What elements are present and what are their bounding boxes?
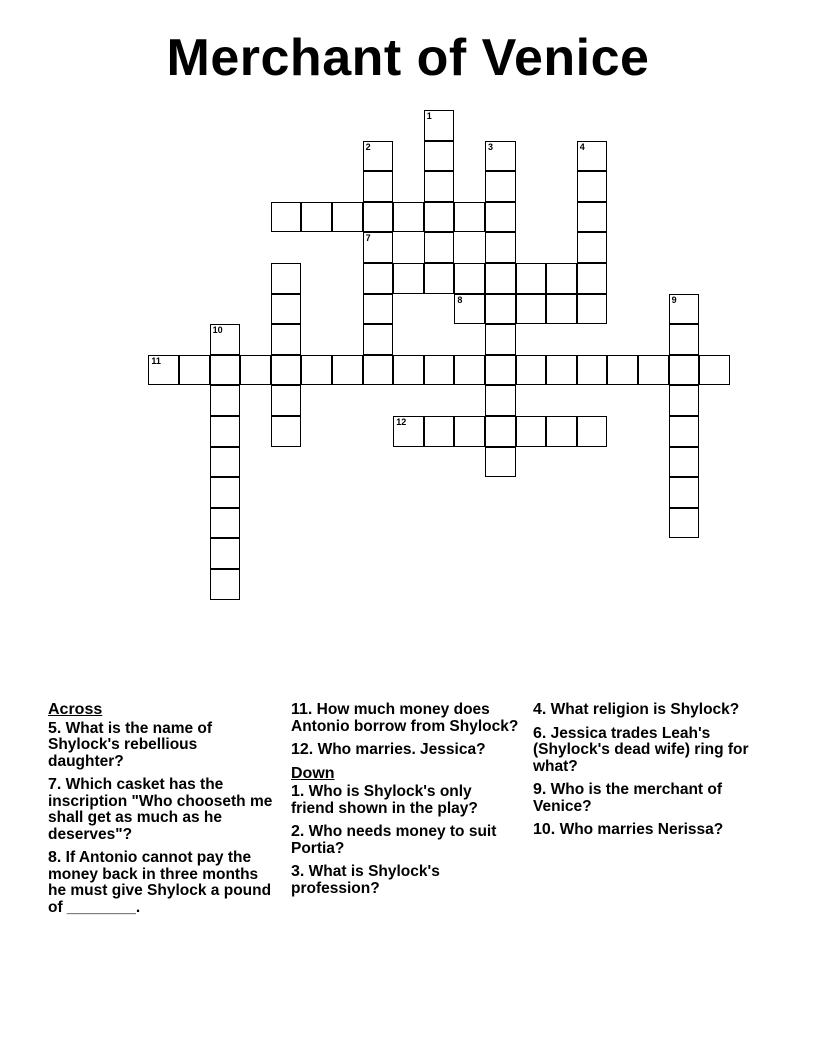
- grid-cell[interactable]: [210, 477, 241, 508]
- grid-cell[interactable]: [577, 416, 608, 447]
- clue-text: Which casket has the inscription "Who chooseth me shall get as much as he deserves"?: [48, 776, 273, 843]
- grid-cell[interactable]: [669, 385, 700, 416]
- grid-cell[interactable]: [577, 141, 608, 172]
- clue-number: 9.: [533, 781, 547, 798]
- clues-column-2: [291, 702, 519, 904]
- grid-cell[interactable]: [363, 324, 394, 355]
- grid-cell[interactable]: [577, 171, 608, 202]
- grid-cell[interactable]: [393, 263, 424, 294]
- grid-cell[interactable]: [485, 447, 516, 478]
- grid-cell[interactable]: [577, 202, 608, 233]
- clue-text: Who marries Nerissa?: [559, 821, 724, 838]
- grid-cell[interactable]: [516, 294, 547, 325]
- grid-cell[interactable]: [546, 416, 577, 447]
- grid-cell[interactable]: [454, 355, 485, 386]
- grid-cell[interactable]: [271, 263, 302, 294]
- clue-number: 6.: [533, 724, 547, 742]
- grid-cell[interactable]: [363, 171, 394, 202]
- grid-cell[interactable]: [669, 477, 700, 508]
- clue-number: 1.: [291, 783, 305, 800]
- clue-number-label: 1: [426, 111, 432, 121]
- grid-cell[interactable]: [485, 232, 516, 263]
- clue-down-10: [533, 822, 761, 839]
- grid-cell[interactable]: [393, 355, 424, 386]
- grid-cell[interactable]: [424, 141, 455, 172]
- grid-cell[interactable]: [669, 294, 700, 325]
- clue-across-5: [48, 721, 276, 771]
- grid-cell[interactable]: [271, 385, 302, 416]
- grid-cell[interactable]: [301, 355, 332, 386]
- grid-cell[interactable]: [577, 355, 608, 386]
- clue-number-label: 9: [671, 294, 677, 305]
- grid-cell[interactable]: [363, 141, 394, 172]
- clue-number: 10.: [533, 821, 556, 838]
- grid-cell[interactable]: [210, 385, 241, 416]
- clue-across-11: [291, 702, 519, 735]
- grid-cell[interactable]: [210, 538, 241, 569]
- clues-column-1: [48, 702, 276, 923]
- clue-across-12: [291, 742, 519, 759]
- grid-cell[interactable]: [516, 355, 547, 386]
- grid-cell[interactable]: [271, 416, 302, 447]
- clue-number: 7.: [48, 776, 62, 793]
- grid-cell[interactable]: [485, 294, 516, 325]
- grid-cell[interactable]: [485, 141, 516, 172]
- across-heading: Across: [48, 701, 103, 718]
- grid-cell[interactable]: [638, 355, 669, 386]
- grid-cell[interactable]: [363, 263, 394, 294]
- grid-cell[interactable]: [516, 263, 547, 294]
- grid-cell[interactable]: [393, 416, 424, 447]
- grid-cell[interactable]: [424, 110, 455, 141]
- grid-cell[interactable]: [424, 202, 455, 233]
- clue-number-label: 3: [488, 141, 494, 152]
- clue-number: 11.: [291, 701, 313, 718]
- clue-number-label: 2: [365, 141, 371, 152]
- grid-cell[interactable]: [424, 416, 455, 447]
- clue-text: How much money does Antonio borrow from Shylock?: [291, 701, 519, 735]
- grid-cell[interactable]: [454, 263, 485, 294]
- clue-number-label: 11: [151, 355, 161, 366]
- clue-text: If Antonio cannot pay the money back in three months he must give Shylock a pound of ________.: [48, 849, 272, 916]
- grid-cell[interactable]: [210, 324, 241, 355]
- grid-cell[interactable]: [424, 355, 455, 386]
- page-title: Merchant of Venice: [166, 29, 650, 87]
- grid-cell[interactable]: [363, 355, 394, 386]
- grid-cell[interactable]: [424, 232, 455, 263]
- clue-down-4: [533, 702, 761, 719]
- grid-cell[interactable]: [363, 294, 394, 325]
- clue-number: 4.: [533, 701, 547, 718]
- grid-cell[interactable]: [424, 263, 455, 294]
- grid-cell[interactable]: [271, 324, 302, 355]
- grid-cell[interactable]: [669, 416, 700, 447]
- clue-number-label: 8: [457, 294, 463, 305]
- clue-text: What religion is Shylock?: [550, 701, 740, 718]
- grid-cell[interactable]: [546, 355, 577, 386]
- clue-across-8: [48, 850, 276, 916]
- grid-cell[interactable]: [577, 263, 608, 294]
- grid-cell[interactable]: [271, 202, 302, 233]
- clue-text: What is the name of Shylock's rebellious daughter?: [48, 719, 213, 770]
- clue-text: Who needs money to suit Portia?: [291, 823, 497, 857]
- grid-cell[interactable]: [669, 324, 700, 355]
- grid-cell[interactable]: [577, 294, 608, 325]
- grid-cell[interactable]: [393, 202, 424, 233]
- grid-cell[interactable]: [210, 447, 241, 478]
- grid-cell[interactable]: [332, 355, 363, 386]
- grid-cell[interactable]: [271, 294, 302, 325]
- grid-cell[interactable]: [454, 294, 485, 325]
- grid-cell[interactable]: [699, 355, 730, 386]
- grid-cell[interactable]: [454, 416, 485, 447]
- down-heading: Down: [291, 764, 335, 782]
- grid-cell[interactable]: [546, 294, 577, 325]
- grid-cell[interactable]: [240, 355, 271, 386]
- grid-cell[interactable]: [669, 508, 700, 539]
- grid-cell[interactable]: [485, 416, 516, 447]
- grid-cell[interactable]: [485, 355, 516, 386]
- grid-cell[interactable]: [424, 171, 455, 202]
- grid-cell[interactable]: [454, 202, 485, 233]
- clue-number: 5.: [48, 719, 62, 737]
- grid-cell[interactable]: [516, 416, 547, 447]
- clue-down-1: [291, 784, 519, 817]
- clue-number-label: 12: [396, 417, 407, 427]
- clue-number-label: 7: [365, 233, 371, 244]
- clue-across-7: [48, 777, 276, 843]
- clue-text: Who marries. Jessica?: [317, 741, 486, 758]
- grid-cell[interactable]: [210, 508, 241, 539]
- grid-cell[interactable]: [210, 569, 241, 600]
- clue-number-label: 4: [579, 141, 585, 152]
- grid-cell[interactable]: [271, 355, 302, 386]
- grid-cell[interactable]: [669, 355, 700, 386]
- grid-cell[interactable]: [301, 202, 332, 233]
- clue-down-2: [291, 824, 519, 857]
- grid-cell[interactable]: [210, 355, 241, 386]
- grid-cell[interactable]: [363, 202, 394, 233]
- clues-column-3: [533, 702, 761, 846]
- clue-number: 2.: [291, 823, 305, 840]
- grid-cell[interactable]: [485, 385, 516, 416]
- grid-cell[interactable]: [148, 355, 179, 386]
- clue-number: 3.: [291, 863, 305, 880]
- grid-cell[interactable]: [210, 416, 241, 447]
- clue-number-label: 10: [212, 325, 223, 336]
- clue-text: Jessica trades Leah's (Shylock's dead wife) ring for what?: [533, 724, 749, 775]
- grid-cell[interactable]: [179, 355, 210, 386]
- grid-cell[interactable]: [363, 232, 394, 263]
- grid-cell[interactable]: [485, 324, 516, 355]
- grid-cell[interactable]: [485, 263, 516, 294]
- grid-cell[interactable]: [546, 263, 577, 294]
- grid-cell[interactable]: [485, 202, 516, 233]
- clue-text: Who is Shylock's only friend shown in the play?: [291, 783, 478, 817]
- grid-cell[interactable]: [485, 171, 516, 202]
- clue-down-9: [533, 782, 761, 815]
- clue-down-3: [291, 864, 519, 897]
- clue-text: What is Shylock's profession?: [291, 863, 440, 897]
- clue-down-6: [533, 726, 761, 776]
- grid-cell[interactable]: [332, 202, 363, 233]
- grid-cell[interactable]: [607, 355, 638, 386]
- clue-number: 12.: [291, 741, 314, 758]
- grid-cell[interactable]: [669, 447, 700, 478]
- grid-cell[interactable]: [577, 232, 608, 263]
- clue-text: Who is the merchant of Venice?: [533, 781, 723, 815]
- clue-number: 8.: [48, 849, 62, 866]
